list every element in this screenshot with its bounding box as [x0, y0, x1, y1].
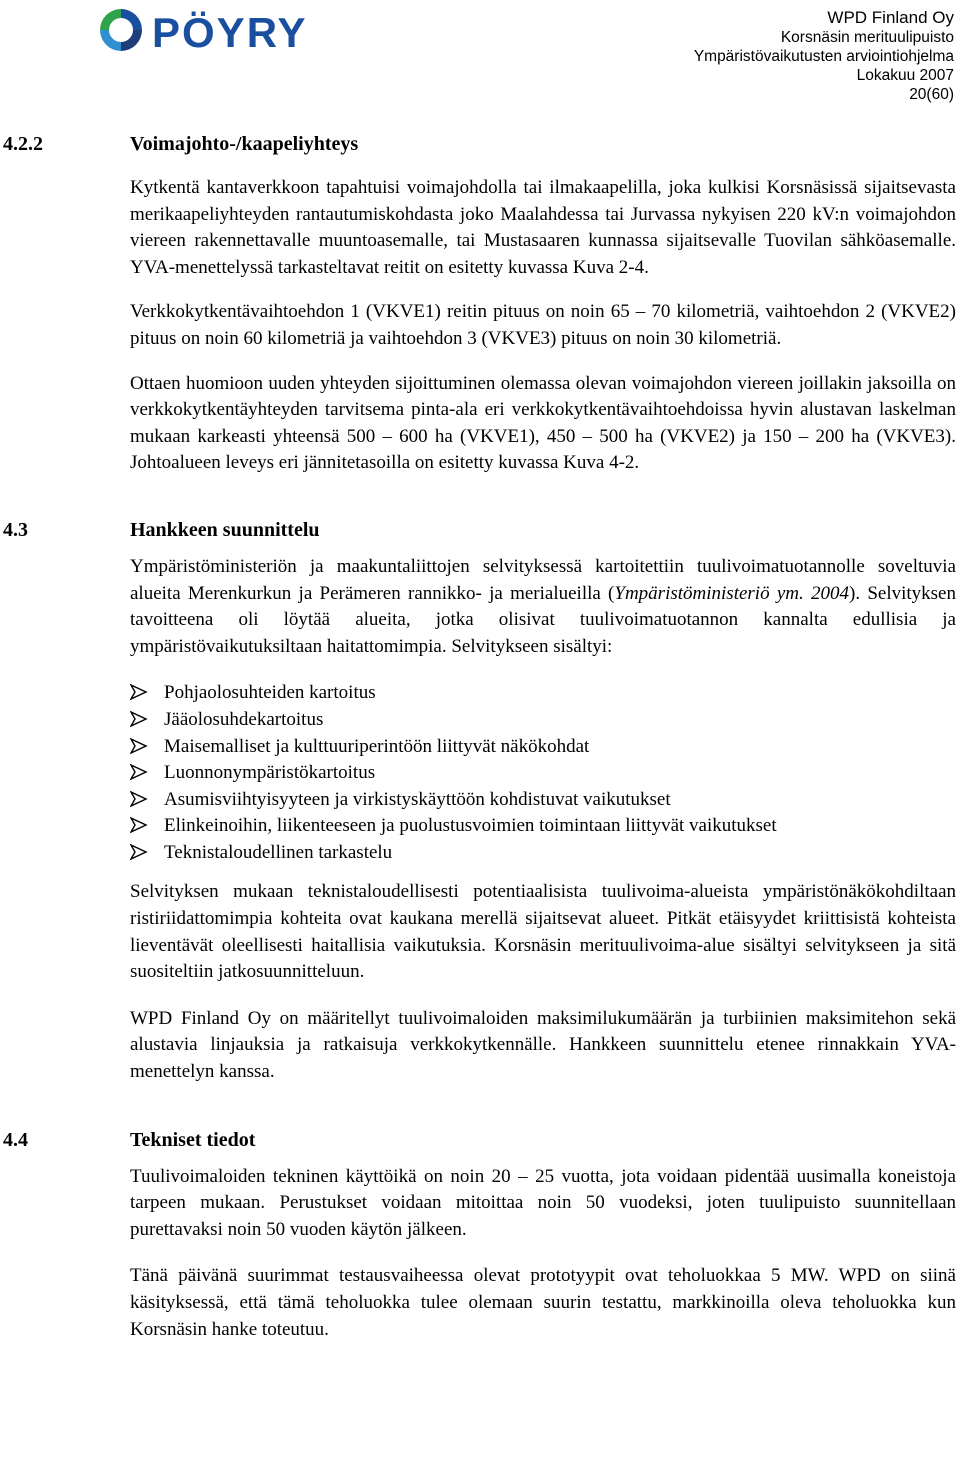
list-item: Asumisviihtyisyyteen ja virkistyskäyttöön kohdistuvat vaikutukset [130, 787, 956, 814]
heading-4-2-2 [3, 130, 960, 158]
bullet-list [130, 680, 956, 866]
paragraph: Ympäristöministeriön ja maakuntaliittojen selvityksessä kartoitettiin tuulivoimatuotannolle soveltuvia alueita Merenkurkun ja Perämeren rannikko- ja merialueilla (Ympäristöministeriö ym. 2004). Selvityksen tavoitteena oli löytää alueita, jotka olisivat tuulivoimatuotannon kannalta edullisia ja ympäristövaikutuksiltaan haitattomimpia. Selvitykseen sisältyi: [130, 555, 956, 657]
paragraph: Kytkentä kantaverkkoon tapahtuisi voimajohdolla tai ilmakaapelilla, joka kulkisi Korsnäsissä sijaitsevasta merikaapeliyhteyden rantautumiskohdasta joko Maalahdessa tai Jurvassa nykyisen 220 kV:n voimajohdon viereen rakennettavalle muuntoasemalle, tai Mustasaaren kunnassa sijaitsevalle Tuovilan sähköasemalle. YVA-menettelyssä tarkasteltavat reitit on esitetty kuvassa Kuva 2-4. [130, 177, 956, 278]
svg-text:PÖYRY: PÖYRY [152, 9, 308, 55]
section-title: Voimajohto-/kaapeliyhteys [130, 133, 359, 155]
paragraph: Verkkokytkentävaihtoehdon 1 (VKVE1) reitin pituus on noin 65 – 70 kilometriä, vaihtoehdon 2 (VKVE2) pituus on noin 60 kilometriä ja vaihtoehdon 3 (VKVE3) pituus on noin 30 kilometriä. [130, 301, 956, 349]
arrow-bullet-icon [130, 840, 164, 867]
heading-4-4 [3, 1126, 960, 1154]
header-document: Ympäristövaikutusten arviointiohjelma [693, 48, 954, 65]
document-header [694, 8, 954, 104]
section-number: 4.3 [3, 518, 28, 541]
arrow-bullet-icon [130, 787, 164, 814]
section-title: Tekniset tiedot [130, 1128, 256, 1151]
paragraph: Ottaen huomioon uuden yhteyden sijoittuminen olemassa olevan voimajohdon viereen joillakin jaksoilla on verkkokytkentäyhteyden tarvitsema pinta-ala eri verkkokytkentävaihtoehdoissa hyvin alustavan laskelman mukaan karkeasti yhteensä 500 – 600 ha (VKVE1), 450 – 500 ha (VKVE2) ja 150 – 200 ha (VKVE3). Johtoalueen leveys eri jännitetasoilla on esitetty kuvassa Kuva 4-2. [130, 372, 956, 474]
list-item: Elinkeinoihin, liikenteeseen ja puolustusvoimien toimintaan liittyvät vaikutukset [130, 813, 956, 840]
section-number: 4.2.2 [3, 133, 43, 155]
poyry-logo [96, 5, 356, 55]
paragraph: Selvityksen mukaan teknistaloudellisesti potentiaalisista tuulivoima-alueista ympäristönäkökohdiltaan ristiriidattomimpia kohteita ovat kaukana merellä sijaitsevat alueet. Pitkät etäisyydet kriittisistä kohteista lieventävät oleellisesti haitallisia vaikutuksia. Korsnäsin merituulivoima-alue sisältyi selvitykseen ja sitä suositeltiin jatkosuunnitteluun. [130, 881, 956, 983]
paragraph: Tänä päivänä suurimmat testausvaiheessa olevat prototyypit ovat teholuokkaa 5 MW. WPD on siinä käsityksessä, että tämä teholuokka tulee olemaan suurin testattu, markkinoilla oleva teholuokka kun Korsnäsin hanke toteutuu. [130, 1265, 956, 1340]
section-title: Hankkeen suunnittelu [130, 518, 320, 541]
section-number: 4.4 [3, 1128, 28, 1151]
arrow-bullet-icon [130, 813, 164, 840]
arrow-bullet-icon [130, 734, 164, 761]
header-project: Korsnäsin merituulipuisto [780, 29, 954, 46]
header-date: Lokakuu 2007 [856, 67, 954, 84]
arrow-bullet-icon [130, 680, 164, 707]
header-company: WPD Finland Oy [827, 8, 954, 27]
list-item: Luonnonympäristökartoitus [130, 760, 956, 787]
header-page-number: 20(60) [909, 86, 954, 103]
arrow-bullet-icon [130, 760, 164, 787]
paragraph: WPD Finland Oy on määritellyt tuulivoimaloiden maksimilukumäärän ja turbiinien maksimitehon sekä alustavia linjauksia ja ratkaisuja verkkokytkennälle. Hankkeen suunnittelu etenee rinnakkain YVA-menettelyn kanssa. [130, 1007, 956, 1083]
arrow-bullet-icon [130, 707, 164, 734]
list-item: Teknistaloudellinen tarkastelu [130, 840, 956, 867]
citation: Ympäristöministeriö ym. 2004 [614, 582, 849, 604]
list-item: Jääolosuhdekartoitus [130, 707, 956, 734]
paragraph: Tuulivoimaloiden tekninen käyttöikä on noin 20 – 25 vuotta, jota voidaan pidentää uusimalla koneistoja tarpeen mukaan. Perustukset voidaan mitoittaa noin 50 vuodeksi, joten tuulipuisto suunnitellaan purettavaksi noin 50 vuoden käytön jälkeen. [130, 1165, 956, 1240]
document-body [0, 130, 960, 1343]
list-item: Pohjaolosuhteiden kartoitus [130, 680, 956, 707]
list-item: Maisemalliset ja kulttuuriperintöön liittyvät näkökohdat [130, 734, 956, 761]
heading-4-3 [3, 516, 960, 544]
